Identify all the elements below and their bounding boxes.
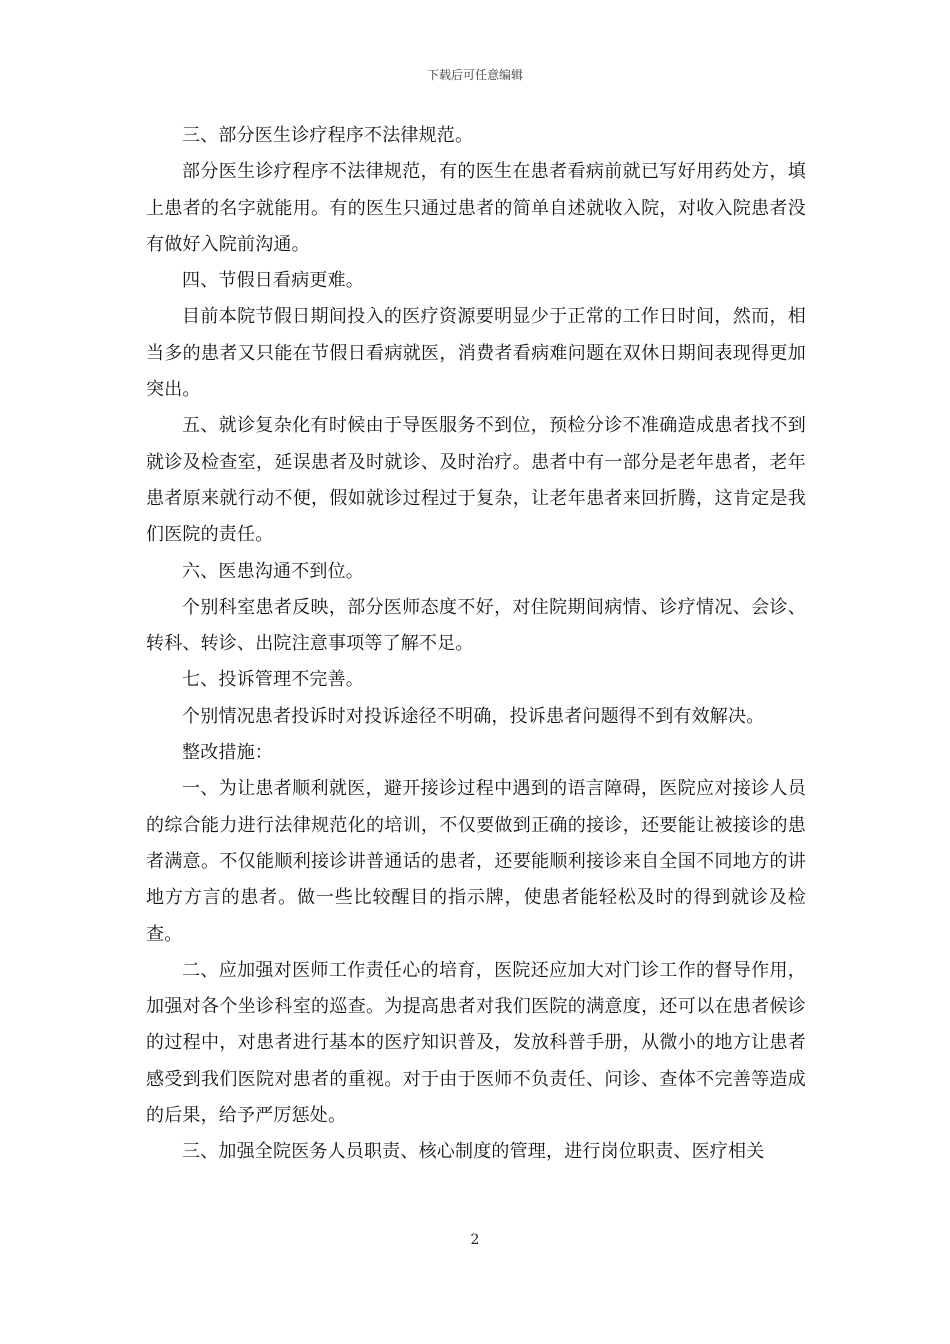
heading-issue-3: 三、部分医生诊疗程序不法律规范。 <box>182 125 474 146</box>
heading-issue-6: 六、医患沟通不到位。 <box>182 560 364 582</box>
document-body <box>146 118 806 1171</box>
page-number: 2 <box>470 1232 480 1248</box>
paragraph-measure-2: 二、应加强对医师工作责任心的培育，医院还应加大对门诊工作的督导作用，加强对各个坐诊科室的巡查。为提高患者对我们医院的满意度，还可以在患者候诊的过程中，对患者进行基本的医疗知识普及，发放科普手册，从微小的地方让患者感受到我们医院对患者的重视。对于由于医师不负责任、问诊、查体不完善等造成的后果，给予严厉惩处。 <box>146 959 806 1127</box>
paragraph-measure-3: 三、加强全院医务人员职责、核心制度的管理，进行岗位职责、医疗相关 <box>182 1141 765 1163</box>
paragraph-issue-6: 个别科室患者反映，部分医师态度不好，对住院期间病情、诊疗情况、会诊、转科、转诊、出院注意事项等了解不足。 <box>146 596 806 655</box>
paragraph-issue-5: 五、就诊复杂化有时候由于导医服务不到位，预检分诊不准确造成患者找不到就诊及检查室，延误患者及时就诊、及时治疗。患者中有一部分是老年患者，老年患者原来就行动不便，假如就诊过程过于复杂，让老年患者来回折腾，这肯定是我们医院的责任。 <box>146 415 806 546</box>
page-header: 下载后可任意编辑 <box>426 68 523 82</box>
paragraph-measure-1: 一、为让患者顺利就医，避开接诊过程中遇到的语言障碍，医院应对接诊人员的综合能力进行法律规范化的培训，不仅要做到正确的接诊，还要能让被接诊的患者满意。不仅能顺利接诊讲普通话的患者，还要能顺利接诊来自全国不同地方的讲地方方言的患者。做一些比较醒目的指示牌，使患者能轻松及时的得到就诊及检查。 <box>146 778 806 945</box>
paragraph-issue-4: 目前本院节假日期间投入的医疗资源要明显少于正常的工作日时间，然而，相当多的患者又只能在节假日看病就医，消费者看病难问题在双休日期间表现得更加突出。 <box>146 306 806 401</box>
paragraph-issue-3: 部分医生诊疗程序不法律规范，有的医生在患者看病前就已写好用药处方，填上患者的名字就能用。有的医生只通过患者的简单自述就收入院，对收入院患者没有做好入院前沟通。 <box>146 161 806 255</box>
paragraph-issue-7: 个别情况患者投诉时对投诉途径不明确，投诉患者问题得不到有效解决。 <box>182 705 765 727</box>
heading-issue-7: 七、投诉管理不完善。 <box>182 669 364 691</box>
heading-measures: 整改措施： <box>182 742 273 764</box>
heading-issue-4: 四、节假日看病更难。 <box>182 270 364 292</box>
